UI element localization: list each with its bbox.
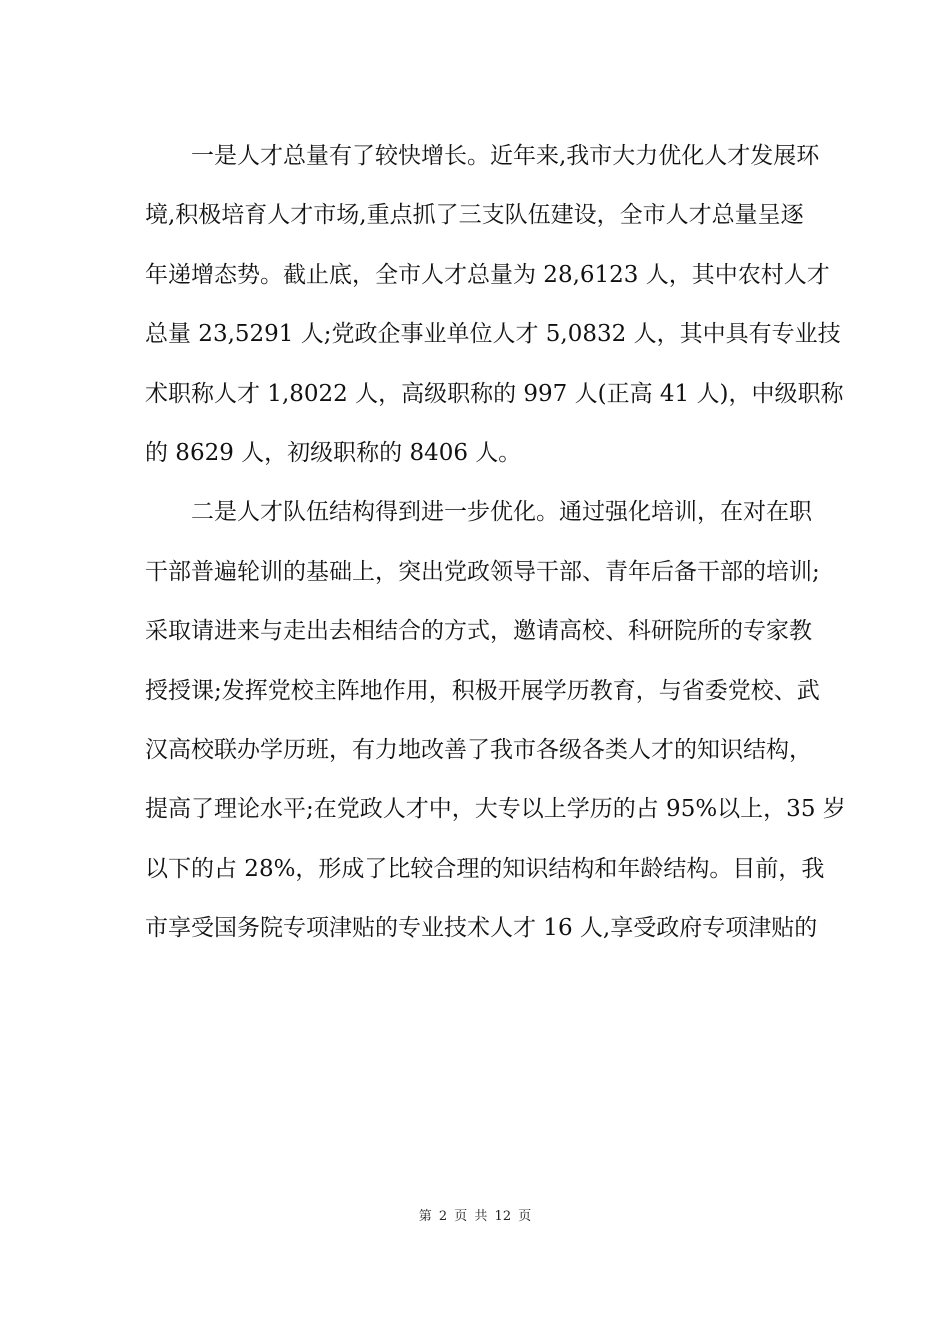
text-line: 干部普遍轮训的基础上，突出党政领导干部、青年后备干部的培训;: [145, 558, 820, 585]
text-line: 采取请进来与走出去相结合的方式，邀请高校、科研院所的专家教: [145, 618, 812, 645]
text-line: 汉高校联办学历班，有力地改善了我市各级各类人才的知识结构，: [145, 736, 812, 763]
text-line: 术职称人才 1,8022 人，高级职称的 997 人(正高 41 人)，中级职称: [145, 380, 844, 407]
text-line: 总量 23,5291 人;党政企事业单位人才 5,0832 人，其中具有专业技: [145, 321, 841, 348]
text-line: 以下的占 28%，形成了比较合理的知识结构和年龄结构。目前，我: [145, 855, 825, 882]
text-line: 的 8629 人，初级职称的 8406 人。: [145, 439, 522, 466]
text-line: 年递增态势。截止底，全市人才总量为 28,6123 人，其中农村人才: [145, 261, 830, 288]
text-line: 二是人才队伍结构得到进一步优化。通过强化培训，在对在职: [191, 499, 812, 526]
text-line: 一是人才总量有了较快增长。近年来,我市大力优化人才发展环: [191, 143, 820, 169]
text-line: 市享受国务院专项津贴的专业技术人才 16 人,享受政府专项津贴的: [145, 915, 818, 942]
body-text: [145, 127, 846, 958]
text-line: 授授课;发挥党校主阵地作用，积极开展学历教育，与省委党校、武: [145, 677, 820, 704]
text-line: 提高了理论水平;在党政人才中，大专以上学历的占 95%以上，35 岁: [145, 796, 846, 823]
paragraph-talent-total: [145, 127, 844, 483]
page-footer: [0, 1208, 950, 1226]
text-line: 境,积极培育人才市场,重点抓了三支队伍建设，全市人才总量呈逐: [145, 202, 804, 229]
paragraph-talent-structure: [145, 483, 846, 958]
page-number-label: 第 2 页 共 12 页: [418, 1209, 532, 1224]
